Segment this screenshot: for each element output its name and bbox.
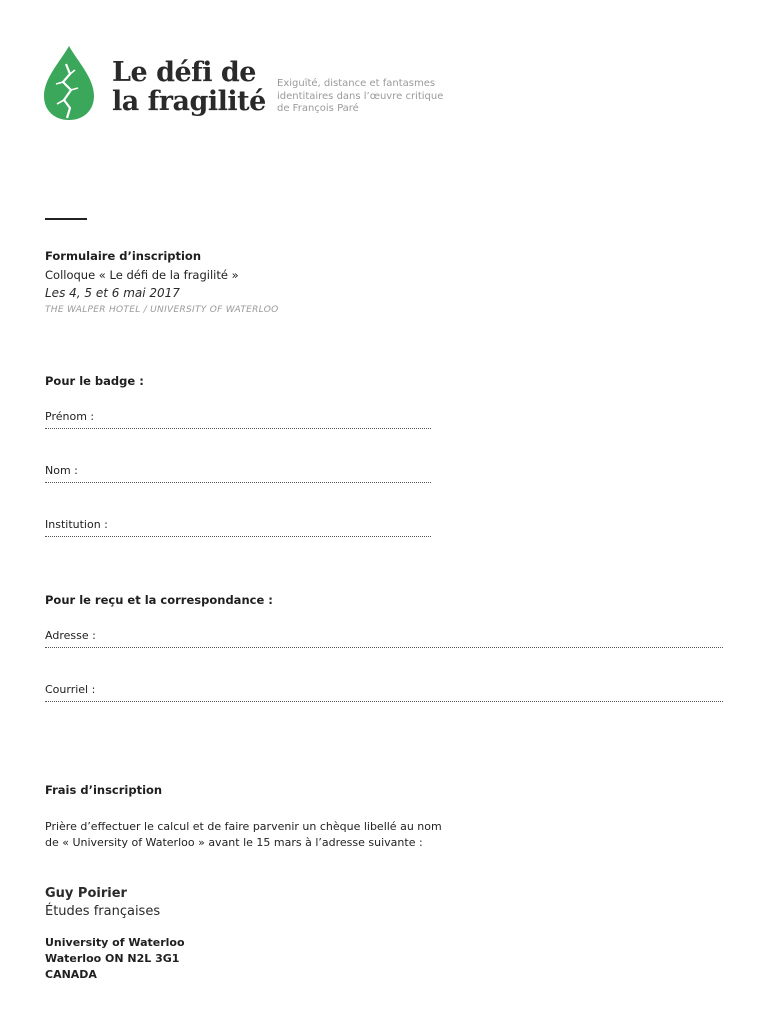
prenom-input[interactable] — [111, 408, 431, 426]
address-line-1: University of Waterloo — [45, 936, 185, 949]
courriel-label: Courriel : — [45, 683, 96, 696]
prenom-field — [45, 408, 431, 429]
institution-field — [45, 516, 431, 537]
fees-instructions — [45, 819, 442, 851]
nom-input[interactable] — [111, 462, 431, 480]
event-venue: THE WALPER HOTEL / UNIVERSITY OF WATERLOO — [45, 305, 279, 315]
nom-field — [45, 462, 431, 483]
section-divider — [45, 218, 87, 220]
receipt-section-heading: Pour le reçu et la correspondance : — [45, 593, 273, 607]
institution-label: Institution : — [45, 518, 108, 531]
event-tagline — [277, 78, 443, 116]
mailing-address — [45, 935, 185, 983]
badge-section-heading: Pour le badge : — [45, 374, 144, 388]
form-title: Formulaire d’inscription — [45, 249, 202, 263]
fees-section-heading: Frais d’inscription — [45, 783, 163, 797]
adresse-input[interactable] — [111, 627, 723, 645]
courriel-field — [45, 681, 723, 702]
address-line-3: CANADA — [45, 968, 97, 981]
leaf-crack-icon — [42, 44, 96, 122]
contact-name: Guy Poirier — [45, 886, 127, 901]
event-logo-title — [112, 58, 266, 116]
address-line-2: Waterloo ON N2L 3G1 — [45, 952, 180, 965]
tagline-line-3: de François Paré — [277, 103, 359, 114]
event-dates: Les 4, 5 et 6 mai 2017 — [45, 286, 180, 300]
event-name: Colloque « Le défi de la fragilité » — [45, 268, 239, 282]
logo-title-line-2: la fragilité — [112, 86, 266, 117]
logo-title-line-1: Le défi de — [112, 57, 256, 88]
nom-label: Nom : — [45, 464, 78, 477]
prenom-label: Prénom : — [45, 410, 95, 423]
fees-instructions-line-1: Prière d’effectuer le calcul et de faire parvenir un chèque libellé au nom — [45, 820, 442, 833]
contact-department: Études françaises — [45, 904, 161, 919]
courriel-input[interactable] — [111, 681, 723, 699]
tagline-line-2: identitaires dans l’œuvre critique — [277, 90, 444, 102]
institution-input[interactable] — [117, 516, 431, 534]
adresse-label: Adresse : — [45, 629, 96, 642]
fees-instructions-line-2: de « University of Waterloo » avant le 15 mars à l’adresse suivante : — [45, 836, 423, 849]
adresse-field — [45, 627, 723, 648]
tagline-line-1: Exiguïté, distance et fantasmes — [277, 78, 436, 89]
